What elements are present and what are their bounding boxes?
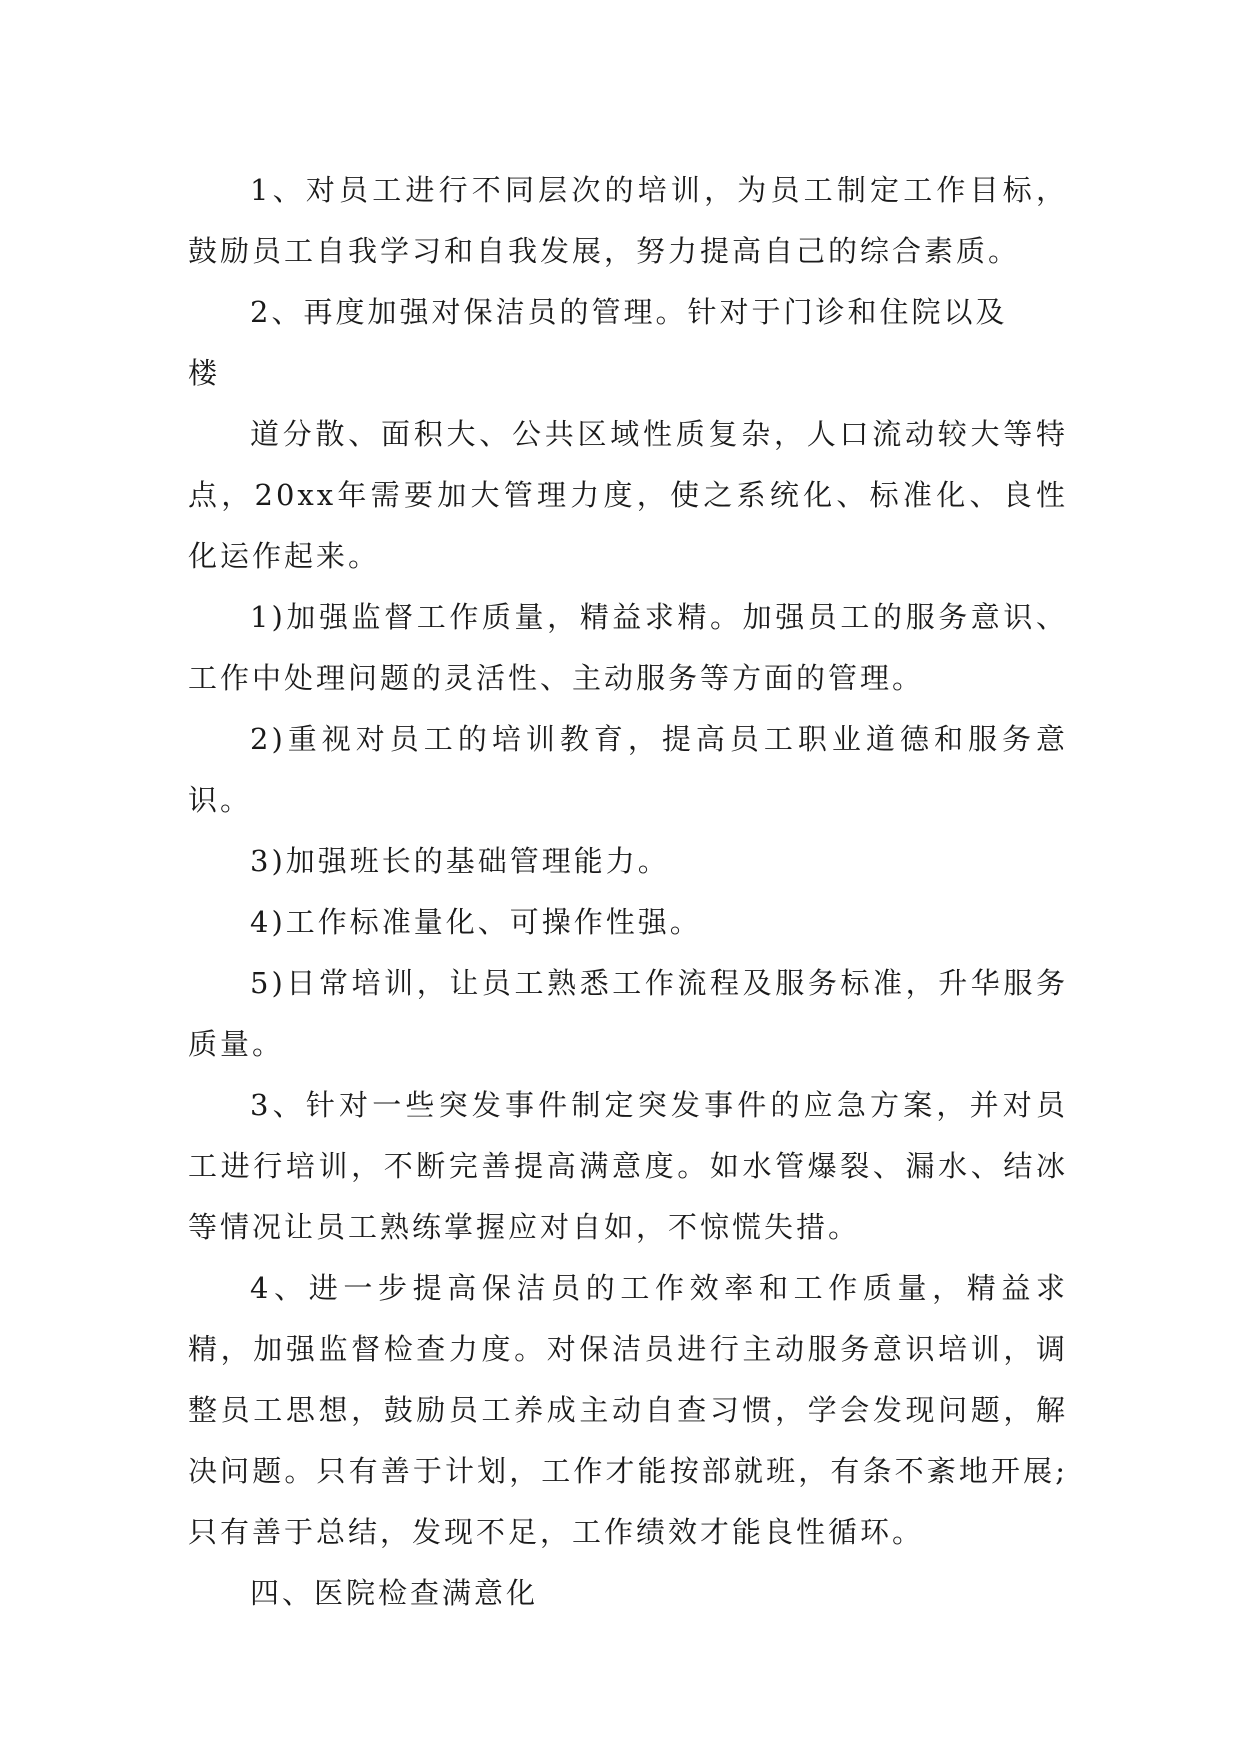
- paragraph-emergency-plan: 3、针对一些突发事件制定突发事件的应急方案，并对员工进行培训，不断完善提高满意度。如水管爆裂、漏水、结冰等情况让员工熟练掌握应对自如，不惊慌失措。: [188, 1088, 1068, 1244]
- list-item-training-education: 2)重视对员工的培训教育，提高员工职业道德和服务意识。: [188, 722, 1068, 817]
- list-item-team-leader: 3)加强班长的基础管理能力。: [250, 844, 670, 878]
- paragraph-staff-training: 1、对员工进行不同层次的培训，为员工制定工作目标，鼓励员工自我学习和自我发展，努力提高自己的综合素质。: [188, 173, 1068, 268]
- list-item-daily-training: 5)日常培训，让员工熟悉工作流程及服务标准，升华服务质量。: [188, 966, 1068, 1061]
- paragraph-efficiency: 4、进一步提高保洁员的工作效率和工作质量，精益求精，加强监督检查力度。对保洁员进行主动服务意识培训，调整员工思想，鼓励员工养成主动自查习惯，学会发现问题，解决问题。只有善于计划，工作才能按部就班，有条不紊地开展;只有善于总结，发现不足，工作绩效才能良性循环。: [188, 1271, 1068, 1549]
- paragraph-cleaner-management: 2、再度加强对保洁员的管理。针对于门诊和住院以及: [250, 295, 1008, 329]
- list-item-supervision: 1)加强监督工作质量，精益求精。加强员工的服务意识、工作中处理问题的灵活性、主动服务等方面的管理。: [188, 600, 1068, 695]
- list-item-standardization: 4)工作标准量化、可操作性强。: [250, 905, 702, 939]
- paragraph-area-features: 道分散、面积大、公共区域性质复杂，人口流动较大等特点，20xx年需要加大管理力度，使之系统化、标准化、良性化运作起来。: [188, 417, 1068, 573]
- paragraph-fragment-lou: 楼: [188, 356, 221, 390]
- document-body: [188, 160, 1068, 1624]
- section-heading-hospital-inspection: 四、医院检查满意化: [250, 1576, 539, 1610]
